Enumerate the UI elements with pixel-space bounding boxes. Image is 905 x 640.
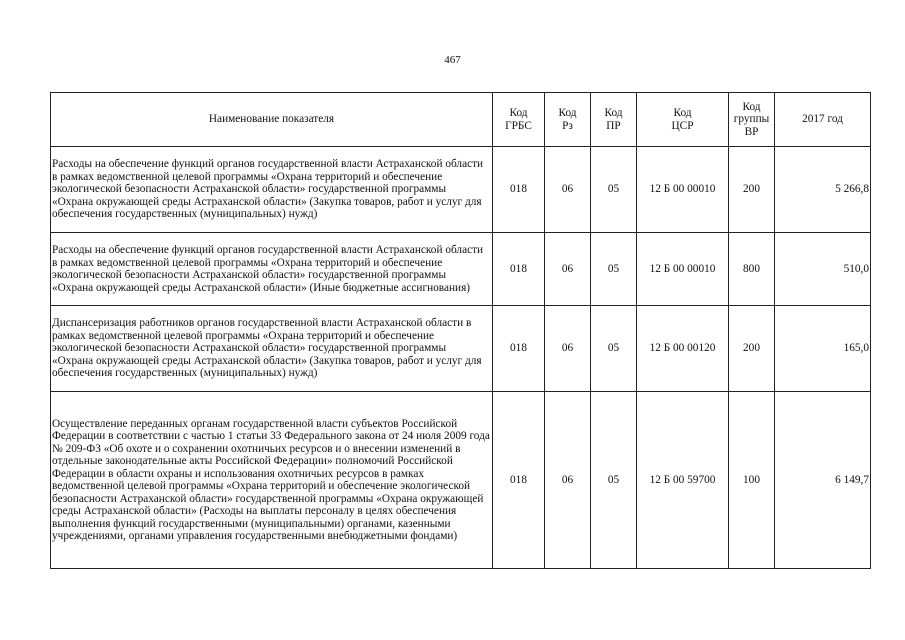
row-csr: 12 Б 00 00010 [637,147,729,233]
row-csr: 12 Б 00 00010 [637,233,729,306]
row-value: 6 149,7 [775,392,871,569]
table-row [51,306,871,392]
row-grbs: 018 [493,233,545,306]
row-name: Осуществление переданных органам государственной власти субъектов Российской Федерации в соответствии с частью 1 статьи 33 Федерального закона от 24 июля 2009 года № 209-ФЗ «Об охоте и о сохранении охотничьих ресурсов и о внесении изменений в отдельные законодательные акты Российской Федерации» полномочий Российской Федерации в области охраны и использования охотничьих ресурсов в рамках ведомственной целевой программы «Охрана территорий и обеспечение экологической безопасности Астраханской области» государственной программы «Охрана окружающей среды Астраханской области» (Расходы на выплаты персоналу в целях обеспечения выполнения функций государственными (муниципальными) органами, казенными учреждениями, органами управления государственными внебюджетными фондами) [51,392,493,569]
row-pr: 05 [591,306,637,392]
row-vr: 100 [729,392,775,569]
header-vr-line1: Код [742,100,761,113]
row-value: 165,0 [775,306,871,392]
table-row [51,392,871,569]
row-grbs: 018 [493,306,545,392]
row-grbs: 018 [493,392,545,569]
row-rz: 06 [545,306,591,392]
row-value: 5 266,8 [775,147,871,233]
row-pr: 05 [591,233,637,306]
row-name: Расходы на обеспечение функций органов государственной власти Астраханской области в рамках ведомственной целевой программы «Охрана территорий и обеспечение экологической безопасности Астраханской области» государственной программы «Охрана окружающей среды Астраханской области» (Закупка товаров, работ и услуг для обеспечения государственных (муниципальных) нужд) [51,147,493,233]
header-vr-line3: ВР [744,125,759,138]
row-grbs: 018 [493,147,545,233]
row-csr: 12 Б 00 00120 [637,306,729,392]
header-csr [637,93,729,147]
row-name: Диспансеризация работников органов государственной власти Астраханской области в рамках ведомственной целевой программы «Охрана территорий и обеспечение экологической безопасности Астраханской области» государственной программы «Охрана окружающей среды Астраханской области» (Закупка товаров, работ и услуг для обеспечения государственных (муниципальных) нужд) [51,306,493,392]
budget-table [50,92,871,569]
row-pr: 05 [591,392,637,569]
row-vr: 200 [729,147,775,233]
header-rz-line1: Код [558,107,577,119]
header-year: 2017 год [775,93,871,147]
header-pr-line1: Код [604,107,623,119]
row-value: 510,0 [775,233,871,306]
table-row [51,233,871,306]
header-rz [545,93,591,147]
row-name: Расходы на обеспечение функций органов государственной власти Астраханской области в рамках ведомственной целевой программы «Охрана территорий и обеспечение экологической безопасности Астраханской области» государственной программы «Охрана окружающей среды Астраханской области» (Иные бюджетные ассигнования) [51,233,493,306]
row-rz: 06 [545,233,591,306]
row-rz: 06 [545,147,591,233]
header-csr-line1: Код [673,107,692,119]
header-csr-line2: ЦСР [671,119,694,132]
header-vr-line2: группы [733,113,770,126]
header-grbs-line2: ГРБС [505,119,532,132]
row-csr: 12 Б 00 59700 [637,392,729,569]
row-rz: 06 [545,392,591,569]
table-header-row [51,93,871,147]
header-rz-line2: Рз [562,119,573,132]
header-pr [591,93,637,147]
row-vr: 200 [729,306,775,392]
row-vr: 800 [729,233,775,306]
header-name: Наименование показателя [51,93,493,147]
row-pr: 05 [591,147,637,233]
header-grbs [493,93,545,147]
table-row [51,147,871,233]
header-pr-line2: ПР [606,119,621,132]
header-grbs-line1: Код [509,107,528,119]
header-vr [729,93,775,147]
page-number: 467 [444,54,461,66]
